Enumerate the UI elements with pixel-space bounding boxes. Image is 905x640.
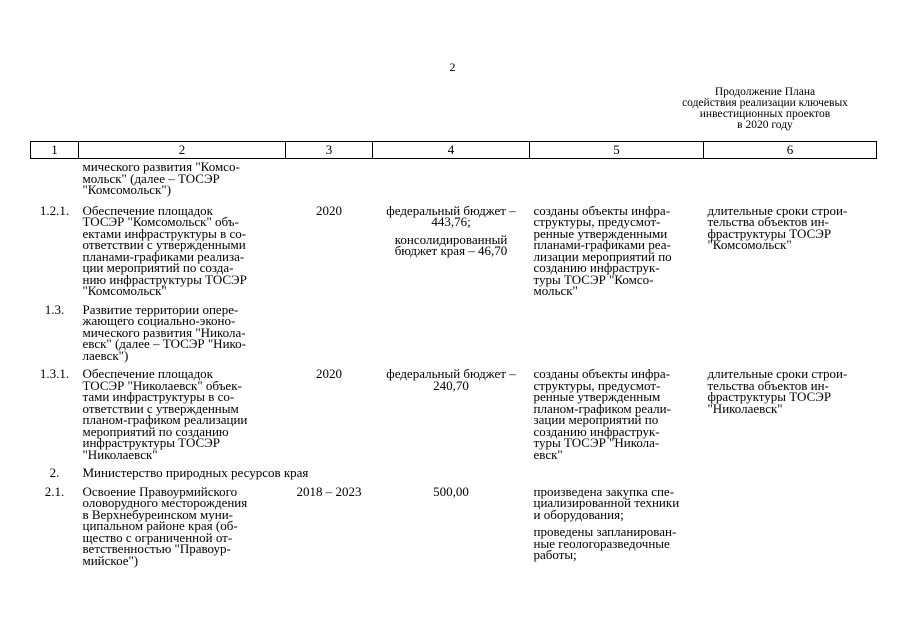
funding-line: 500,00 [433, 483, 469, 499]
table-row [31, 361, 877, 460]
risks [704, 196, 877, 297]
table-row [31, 479, 877, 567]
continuation-line: в 2020 году [737, 119, 793, 131]
name-line: мического развития "Комсо- [82, 159, 240, 174]
header-row [31, 142, 877, 159]
risks [704, 297, 877, 362]
name-line: евск" (далее – ТОСЭР "Нико- [82, 336, 247, 351]
implementation-period: 2020 [316, 202, 342, 218]
name-line: ектами инфраструктуры в со- [82, 225, 247, 241]
item-name [79, 159, 286, 196]
name-line: лаевск") [82, 347, 129, 363]
result-line: проведены запланирован- [533, 524, 677, 539]
risk-line: фраструктуры ТОСЭР [707, 389, 832, 404]
name-line: ТОСЭР "Комсомольск" объ- [82, 214, 239, 229]
result-line: планами-графиками реа- [533, 237, 671, 252]
item-name [79, 479, 286, 567]
name-line: тами инфраструктуры в со- [82, 389, 235, 404]
result-line: произведена закупка спе- [533, 483, 675, 499]
result-line: структуры, предусмот- [533, 214, 661, 229]
funding-paragraph [377, 483, 526, 499]
name-line: щество с ограниченной от- [82, 529, 233, 545]
name-line: ции мероприятий по созда- [82, 260, 234, 275]
name-line: Освоение Правоурмийского [82, 483, 238, 499]
funding-line: 240,70 [433, 377, 469, 393]
column-header: 3 [286, 142, 373, 159]
column-header: 4 [373, 142, 530, 159]
implementation-period [286, 159, 373, 196]
expected-result [530, 196, 704, 297]
expected-result [530, 361, 704, 460]
result-paragraph [534, 526, 700, 561]
name-line: оловорудного месторождения [82, 495, 248, 510]
result-line: туры ТОСЭР "Никола- [533, 435, 660, 450]
funding-line: федеральный бюджет – [386, 366, 516, 381]
name-line: ответствии с утвержденными [82, 237, 246, 252]
column-header: 2 [79, 142, 286, 159]
name-line: "Николаевск" [82, 446, 158, 462]
funding [373, 196, 530, 297]
name-line: мероприятий по созданию [82, 423, 229, 439]
name-line: мического развития "Никола- [82, 324, 246, 340]
funding-paragraph [377, 368, 526, 391]
result-line: мольск" [533, 283, 578, 298]
result-line: циализированной техники [533, 495, 680, 510]
item-number: 1.3.1. [39, 366, 70, 381]
item-name [79, 297, 286, 362]
funding-paragraph [377, 231, 526, 258]
risks [704, 361, 877, 460]
funding [373, 159, 530, 196]
implementation-period: 2018 – 2023 [296, 483, 362, 499]
item-number: 1.2.1. [39, 202, 70, 218]
item-number [31, 159, 79, 196]
item-name [79, 460, 530, 479]
name-line: нию инфраструктуры ТОСЭР [82, 271, 247, 287]
result-paragraph [534, 368, 700, 460]
risk-line: тельства объектов ин- [707, 214, 829, 229]
result-line: лизации мероприятий по [533, 248, 672, 264]
expected-result [530, 159, 704, 196]
funding [373, 297, 530, 362]
expected-result [704, 460, 877, 479]
item-number: 2.1. [44, 483, 65, 499]
continuation-line: инвестиционных проектов [699, 108, 831, 120]
result-line: и оборудования; [533, 506, 624, 522]
implementation-period [286, 297, 373, 362]
result-line: созданию инфраструк- [533, 423, 660, 439]
risk-line: длительные сроки строи- [707, 202, 848, 218]
table-row [31, 159, 877, 196]
result-line: ренные утвержденным [533, 389, 661, 404]
continuation-line: содействия реализации ключевых [682, 97, 848, 109]
result-line: зации мероприятий по [533, 412, 659, 427]
funding-paragraph [377, 202, 526, 229]
result-line: работы; [533, 547, 577, 562]
funding-line: бюджет края – 46,70 [394, 243, 508, 258]
result-line: созданы объекты инфра- [533, 366, 671, 381]
item-number: 1.3. [44, 301, 65, 317]
funding [373, 361, 530, 460]
result-line: ренные утвержденными [533, 225, 668, 241]
implementation-period: 2020 [316, 366, 342, 381]
result-line: структуры, предусмот- [533, 377, 661, 393]
funding-line: федеральный бюджет – [386, 202, 516, 218]
name-line: ветственностью "Правоур- [82, 541, 231, 556]
table-row [31, 196, 877, 297]
risks [704, 479, 877, 567]
name-line: Обеспечение площадок [82, 202, 213, 218]
result-line: евск" [533, 446, 563, 462]
funding-line: консолидированный [394, 231, 508, 247]
name-line: Министерство природных ресурсов края [82, 465, 309, 480]
expected-result [530, 297, 704, 362]
table-row [31, 460, 877, 479]
name-line: ципальном районе края (об- [82, 518, 238, 533]
result-line: планом-графиком реали- [533, 400, 671, 416]
name-line: в Верхнебуреинском муни- [82, 506, 233, 522]
expected-result [530, 479, 704, 567]
column-header: 5 [530, 142, 704, 159]
result-line: созданы объекты инфра- [533, 202, 671, 218]
item-name [79, 361, 286, 460]
risk-line: тельства объектов ин- [707, 377, 829, 393]
risk-line: фраструктуры ТОСЭР [707, 225, 832, 241]
item-name [79, 196, 286, 297]
name-line: "Комсомольск") [82, 182, 172, 197]
funding [530, 460, 704, 479]
item-number: 2. [49, 465, 60, 480]
table-row [31, 297, 877, 362]
page-number: 2 [449, 60, 456, 74]
result-paragraph [533, 483, 700, 522]
result-line: созданию инфраструк- [533, 260, 660, 275]
name-line: мольск" (далее – ТОСЭР [82, 170, 220, 186]
plan-table [30, 141, 877, 566]
column-header: 6 [704, 142, 877, 159]
continuation-heading [665, 87, 865, 131]
risk-line: длительные сроки строи- [707, 366, 848, 381]
name-line: Обеспечение площадок [82, 366, 213, 381]
risk-line: "Комсомольск" [707, 237, 792, 252]
continuation-line: Продолжение Плана [714, 86, 816, 98]
name-line: "Комсомольск" [82, 283, 167, 298]
name-line: планом-графиком реализации [82, 412, 248, 427]
result-line: ные геологоразведочные [533, 535, 670, 551]
name-line: ответствии с утвержденным [82, 400, 239, 416]
name-line: планами-графиками реализа- [82, 248, 245, 264]
funding [373, 479, 530, 567]
risks [704, 159, 877, 196]
name-line: инфраструктуры ТОСЭР [82, 435, 220, 450]
result-line: туры ТОСЭР "Комсо- [533, 271, 654, 287]
result-paragraph [533, 202, 700, 298]
name-line: Развитие территории опере- [82, 301, 239, 317]
name-line: мийское") [82, 552, 139, 568]
funding-line: 443,76; [431, 214, 471, 229]
risk-line: "Николаевск" [707, 400, 783, 416]
name-line: ТОСЭР "Николаевск" объек- [82, 377, 242, 393]
column-header: 1 [31, 142, 79, 159]
name-line: жающего социально-эконо- [82, 313, 236, 328]
